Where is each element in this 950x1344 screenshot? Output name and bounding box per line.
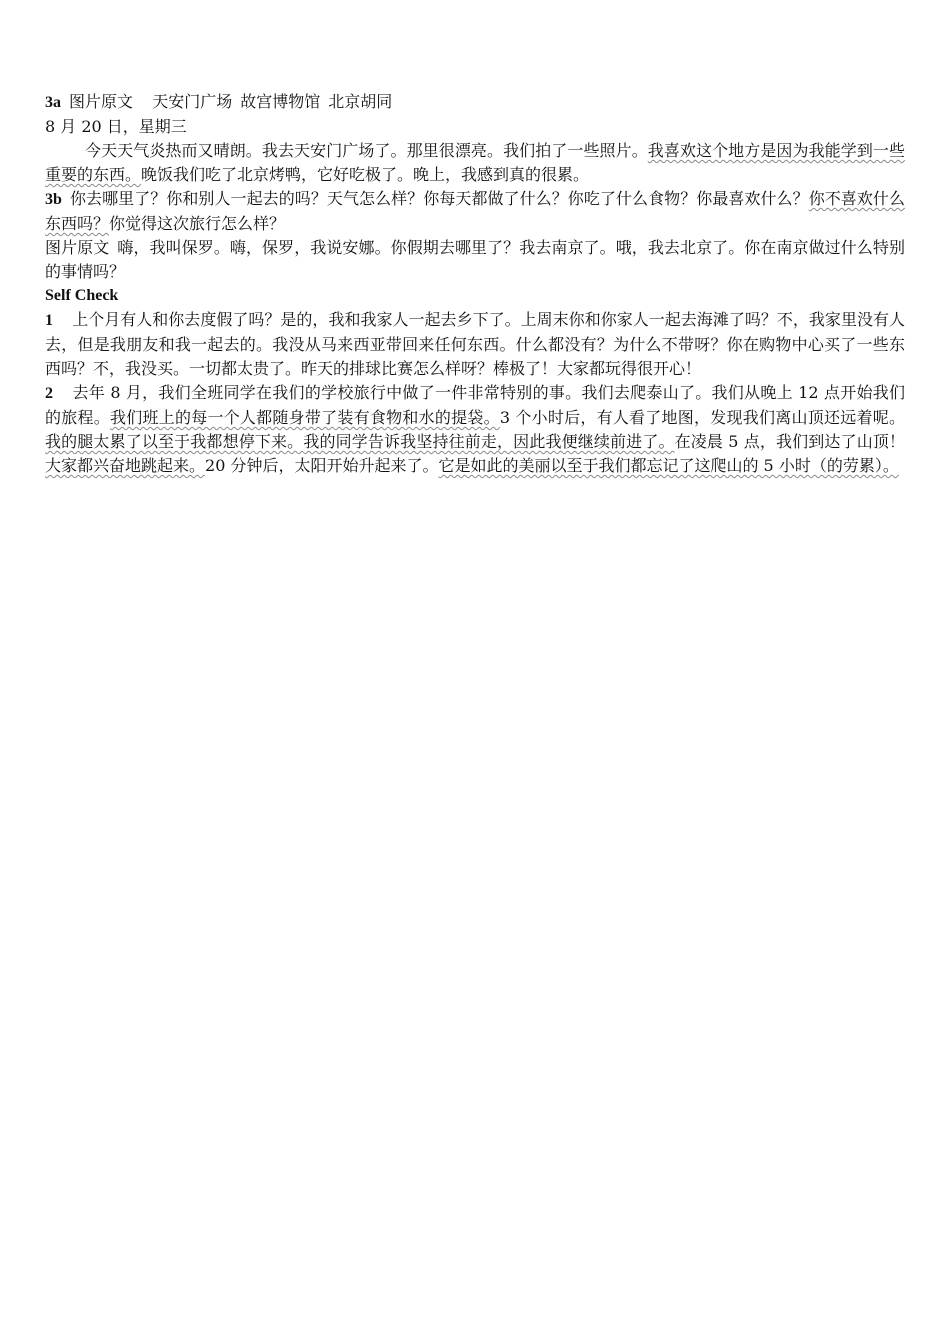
place-palace-museum: 故宫博物馆: [240, 92, 321, 111]
section-3b-picture-text: [45, 236, 905, 284]
self-check-item-2-text-d: 20 分钟后，太阳开始升起来了。: [205, 456, 439, 475]
section-3b-label: 3b: [45, 191, 62, 208]
diary-text-b: 晚饭我们吃了北京烤鸭，它好吃极了。晚上，我感到真的很累。: [141, 165, 590, 184]
diary-text-a: 今天天气炎热而又晴朗。我去天安门广场了。那里很漂亮。我们拍了一些照片。: [85, 141, 648, 160]
document-page: [45, 90, 905, 478]
self-check-item-2-text-b: 3 个小时后，有人看了地图，发现我们离山顶还远着呢。: [499, 408, 905, 427]
place-hutong: 北京胡同: [328, 92, 393, 111]
diary-date: 8 月 20 日，星期三: [45, 117, 187, 136]
section-3b-dialogue: 嗨，我叫保罗。嗨，保罗，我说安娜。你假期去哪里了？我去南京了。哦，我去北京了。你在南京做过什么特别的事情吗？: [45, 238, 905, 281]
self-check-item-2-underlined-4: 大家都兴奋地跳起来。: [45, 456, 206, 475]
place-tiananmen: 天安门广场: [152, 92, 233, 111]
self-check-item-2-underlined-2: 我的腿太累了以至于我都想停下来。: [45, 432, 304, 451]
self-check-item-2-label: 2: [45, 385, 53, 402]
section-3a-header-text: 图片原文: [69, 92, 134, 111]
section-3a-header: [45, 90, 905, 115]
self-check-item-1: [45, 308, 905, 381]
section-3a-label: 3a: [45, 94, 61, 111]
diary-underlined-sentence: 我喜欢这个地方是因为我能学到一些重要的东西。: [45, 141, 905, 184]
section-3b-underlined-question: 你不喜欢什么东西吗？: [45, 189, 905, 233]
self-check-item-2: [45, 381, 905, 478]
section-3b-picture-label: 图片原文: [45, 238, 110, 257]
self-check-item-2-text-c: 在凌晨 5 点，我们到达了山顶！: [674, 432, 905, 451]
self-check-item-2-underlined-5: 它是如此的美丽以至于我们都忘记了这爬山的 5 小时（的劳累）。: [438, 456, 899, 475]
self-check-item-2-underlined-1: 我们班上的每一个人都随身带了装有食物和水的提袋。: [109, 408, 500, 427]
diary-paragraph: [45, 139, 905, 187]
section-3b-questions-a: 你去哪里了？你和别人一起去的吗？天气怎么样？你每天都做了什么？你吃了什么食物？你最喜欢什么？: [69, 189, 809, 208]
self-check-item-2-text-a: 去年 8 月，我们全班同学在我们的学校旅行中做了一件非常特别的事。我们去爬泰山了。我们从晚上 12 点开始我们的旅程。: [45, 383, 905, 427]
section-3b-questions-b: 你觉得这次旅行怎么样？: [109, 214, 286, 233]
section-3b-questions: [45, 187, 905, 236]
self-check-item-1-text: 上个月有人和你去度假了吗？是的，我和我家人一起去乡下了。上周末你和你家人一起去海滩了吗？不，我家里没有人去，但是我朋友和我一起去的。我没从马来西亚带回来任何东西。什么都没有？为什么不带呀？你在购物中心买了一些东西吗？不，我没买。一切都太贵了。昨天的排球比赛怎么样呀？棒极了！大家都玩得很开心！: [45, 310, 905, 378]
self-check-heading: Self Check: [45, 287, 119, 304]
self-check-item-2-underlined-3: 我的同学告诉我坚持往前走，因此我便继续前进了。: [303, 432, 675, 451]
self-check-item-1-label: 1: [45, 312, 53, 329]
